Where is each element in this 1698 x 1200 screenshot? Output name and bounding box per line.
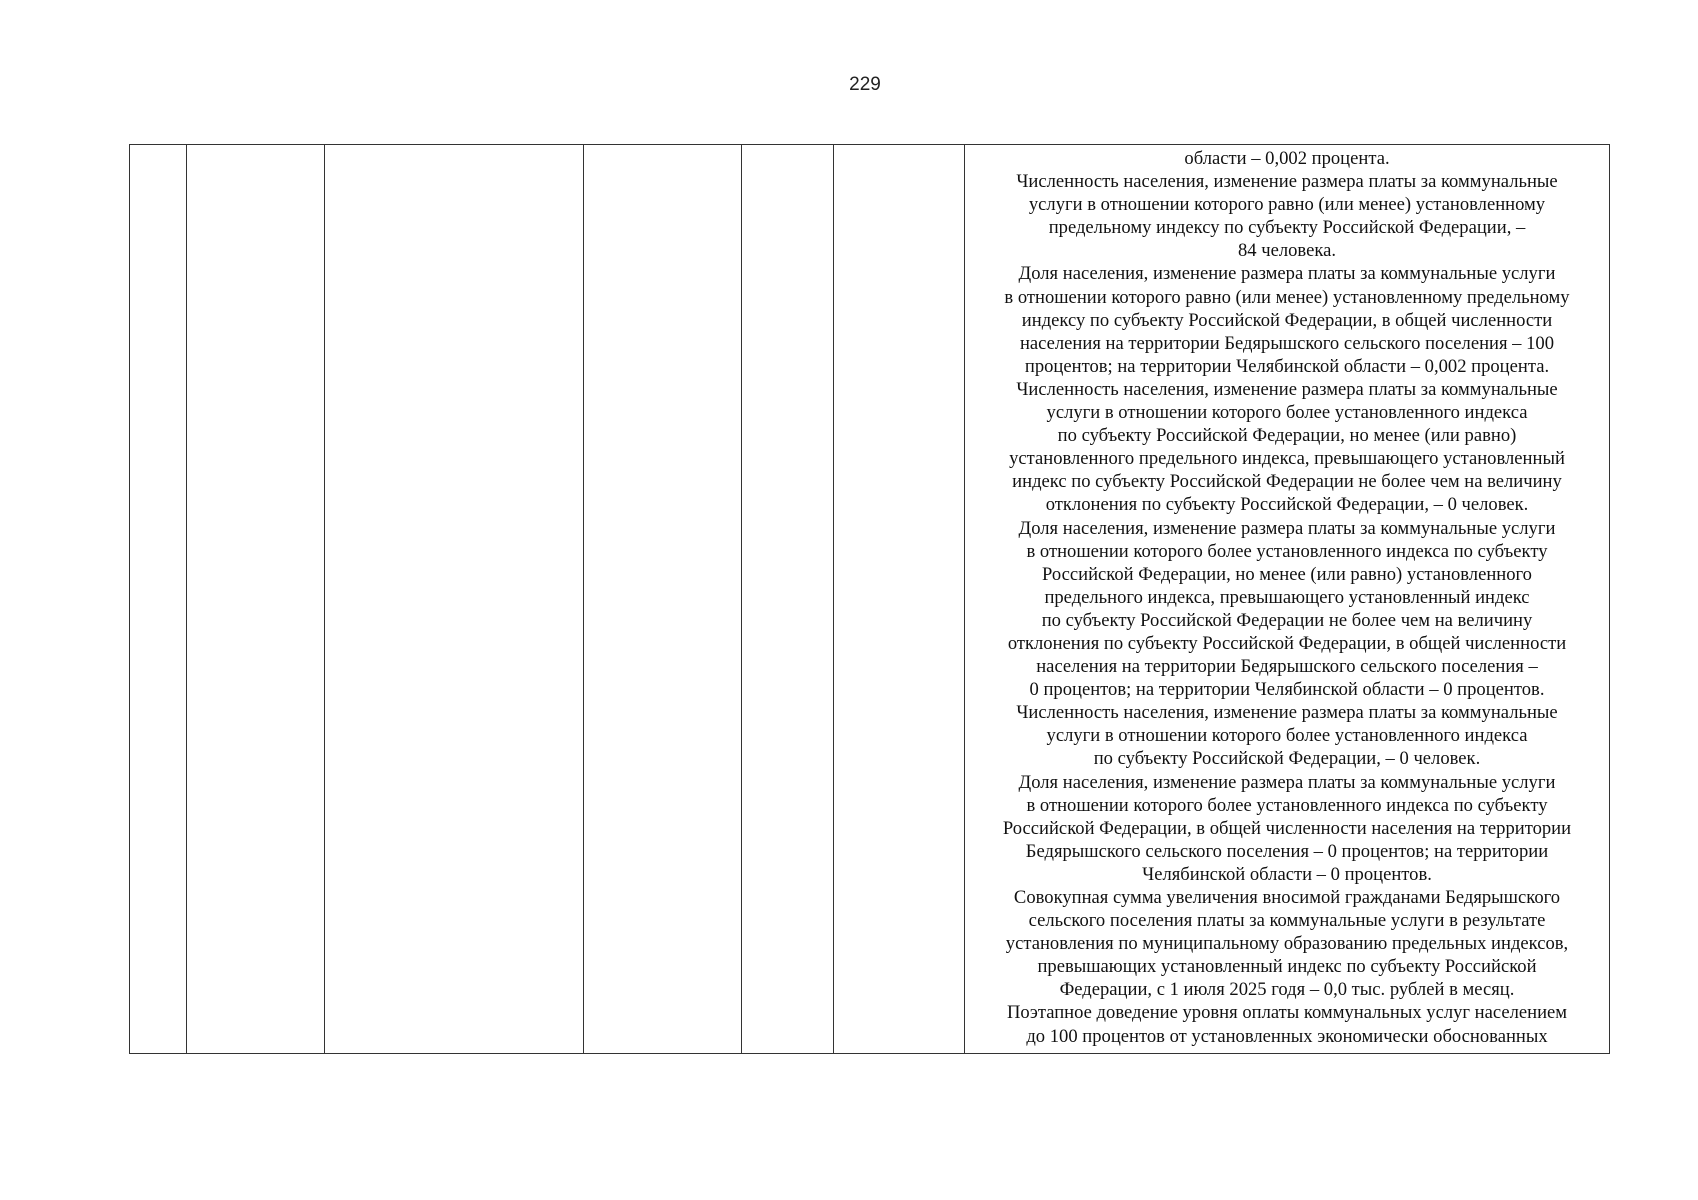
table-row bbox=[130, 145, 1610, 1054]
table-cell-col-1 bbox=[130, 145, 187, 1054]
text-line: до 100 процентов от установленных экономически обоснованных bbox=[1026, 1025, 1548, 1047]
text-line: по субъекту Российской Федерации не более чем на величину bbox=[1041, 609, 1533, 631]
page-number: 229 bbox=[849, 74, 881, 95]
text-line: в отношении которого более установленного индекса по субъекту bbox=[1026, 794, 1548, 816]
text-line: 0 процентов; на территории Челябинской области – 0 процентов. bbox=[1029, 679, 1545, 701]
text-line: по субъекту Российской Федерации, но менее (или равно) bbox=[1057, 425, 1517, 447]
description-text bbox=[965, 147, 1609, 1048]
table-cell-col-4 bbox=[584, 145, 742, 1054]
text-line: Доля населения, изменение размера платы за коммунальные услуги bbox=[1018, 771, 1556, 793]
text-line: Численность населения, изменение размера платы за коммунальные bbox=[1016, 702, 1558, 724]
text-line: услуги в отношении которого более установленного индекса bbox=[1046, 402, 1528, 424]
data-table bbox=[129, 144, 1610, 1054]
text-line: предельного индекса, превышающего установленный индекс bbox=[1044, 586, 1530, 608]
text-line: Совокупная сумма увеличения вносимой гражданами Бедярышского bbox=[1013, 887, 1561, 908]
text-line: населения на территории Бедярышского сельского поселения – bbox=[1036, 656, 1538, 678]
text-line: установления по муниципальному образованию предельных индексов, bbox=[1005, 933, 1569, 955]
text-line: населения на территории Бедярышского сельского поселения – 100 bbox=[1019, 332, 1555, 354]
text-line: предельному индексу по субъекту Российской Федерации, – bbox=[1048, 217, 1526, 239]
table-cell-col-2 bbox=[187, 145, 325, 1054]
text-line: услуги в отношении которого более установленного индекса bbox=[1046, 725, 1528, 747]
text-line: установленного предельного индекса, превышающего установленный bbox=[1009, 448, 1565, 470]
table-cell-col-6 bbox=[834, 145, 965, 1054]
text-line: 84 человека. bbox=[1238, 240, 1336, 262]
text-line: Бедярышского сельского поселения – 0 процентов; на территории bbox=[1025, 840, 1549, 862]
text-line: превышающих установленный индекс по субъекту Российской bbox=[1037, 956, 1537, 978]
text-line: области – 0,002 процента. bbox=[1184, 148, 1390, 169]
text-line: Доля населения, изменение размера платы за коммунальные услуги bbox=[1018, 263, 1556, 285]
text-line: Доля населения, изменение размера платы за коммунальные услуги bbox=[1018, 517, 1556, 539]
text-line: отклонения по субъекту Российской Федерации, в общей численности bbox=[1007, 632, 1567, 654]
table-cell-col-5 bbox=[742, 145, 834, 1054]
table-cell-col-3 bbox=[325, 145, 584, 1054]
text-line: по субъекту Российской Федерации, – 0 человек. bbox=[1093, 748, 1481, 770]
text-line: Федерации, с 1 июля 2025 годя – 0,0 тыс. рублей в месяц. bbox=[1059, 979, 1515, 1001]
text-line: Челябинской области – 0 процентов. bbox=[1142, 863, 1432, 885]
text-line: в отношении которого равно (или менее) установленному предельному bbox=[1004, 286, 1570, 308]
text-line: Российской Федерации, в общей численности населения на территории bbox=[1002, 817, 1572, 839]
text-line: индексу по субъекту Российской Федерации, в общей численности bbox=[1021, 309, 1553, 331]
text-line: Поэтапное доведение уровня оплаты коммунальных услуг населением bbox=[1006, 1002, 1568, 1024]
text-line: услуги в отношении которого равно (или менее) установленному bbox=[1028, 194, 1546, 216]
text-line: Российской Федерации, но менее (или равно) установленного bbox=[1042, 563, 1532, 585]
text-line: отклонения по субъекту Российской Федерации, – 0 человек. bbox=[1045, 494, 1529, 516]
text-line: Численность населения, изменение размера платы за коммунальные bbox=[1016, 378, 1558, 400]
text-line: индекс по субъекту Российской Федерации не более чем на величину bbox=[1012, 471, 1562, 493]
text-line: сельского поселения платы за коммунальные услуги в результате bbox=[1028, 910, 1546, 932]
text-line: в отношении которого более установленного индекса по субъекту bbox=[1026, 540, 1548, 562]
text-line: Численность населения, изменение размера платы за коммунальные bbox=[1016, 171, 1558, 193]
table-cell-description bbox=[965, 145, 1610, 1054]
text-line: процентов; на территории Челябинской области – 0,002 процента. bbox=[1024, 355, 1550, 377]
